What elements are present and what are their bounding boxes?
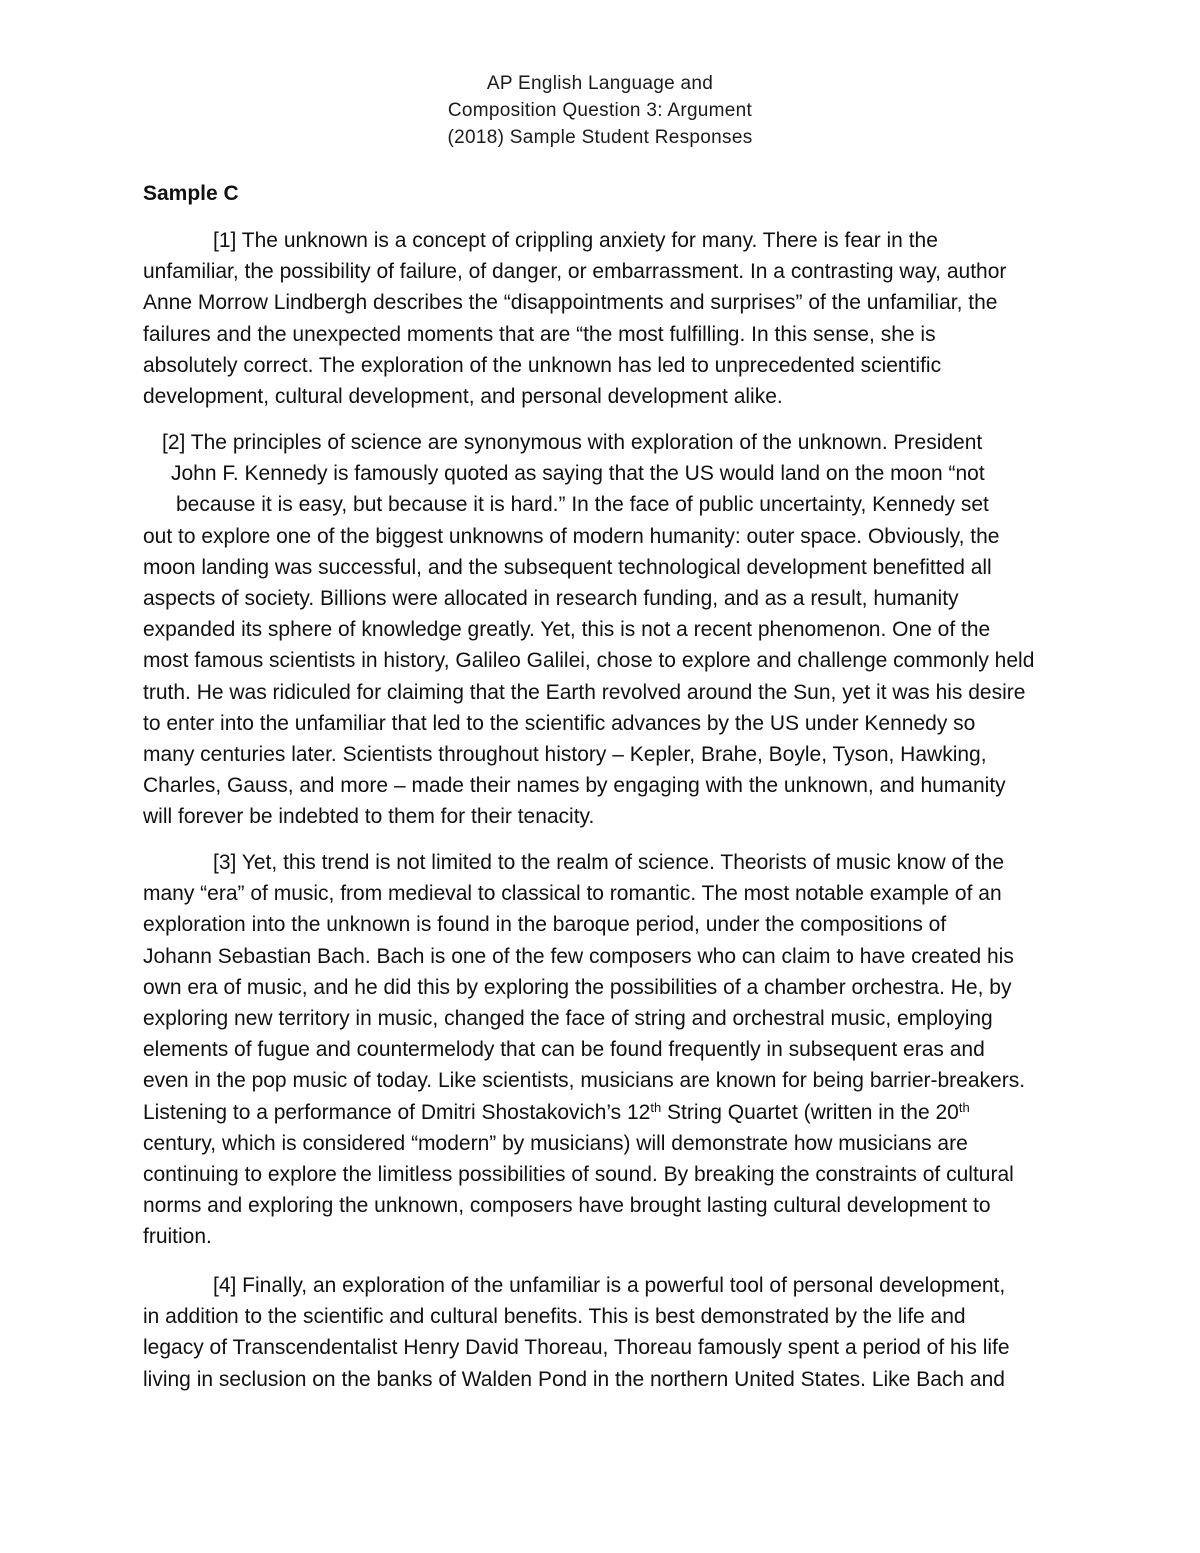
paragraph-line: continuing to explore the limitless possibilities of sound. By breaking the constraints of cultural <box>143 1163 1014 1187</box>
paragraph-line: unfamiliar, the possibility of failure, of danger, or embarrassment. In a contrasting way, author <box>143 260 1007 284</box>
ordinal-superscript: th <box>650 1099 662 1115</box>
paragraph-line: [4] Finally, an exploration of the unfamiliar is a powerful tool of personal development, <box>213 1274 1006 1297</box>
paragraph-line: living in seclusion on the banks of Walden Pond in the northern United States. Like Bach and <box>143 1367 1005 1391</box>
sample-title: Sample C <box>143 182 239 205</box>
paragraph-line: because it is easy, but because it is hard.” In the face of public uncertainty, Kennedy set <box>176 493 989 517</box>
paragraph-line: many centuries later. Scientists throughout history – Kepler, Brahe, Boyle, Tyson, Hawking, <box>143 743 987 767</box>
paragraph-1 <box>143 225 1068 412</box>
paragraph-line: John F. Kennedy is famously quoted as saying that the US would land on the moon “not <box>171 462 985 486</box>
paragraph-line: aspects of society. Billions were allocated in research funding, and as a result, humanity <box>143 587 959 611</box>
paragraph-4 <box>143 1270 1068 1395</box>
paragraph-line: many “era” of music, from medieval to classical to romantic. The most notable example of an <box>143 882 1002 906</box>
paragraph-line: exploration into the unknown is found in the baroque period, under the compositions of <box>143 913 947 937</box>
paragraph-line: exploring new territory in music, changed the face of string and orchestral music, employing <box>143 1007 993 1031</box>
paragraph-line: [3] Yet, this trend is not limited to the realm of science. Theorists of music know of the <box>213 851 1004 874</box>
paragraph-line: norms and exploring the unknown, composers have brought lasting cultural development to <box>143 1194 991 1218</box>
paragraph-line: will forever be indebted to them for their tenacity. <box>143 805 595 829</box>
paragraph-line: out to explore one of the biggest unknowns of modern humanity: outer space. Obviously, the <box>143 524 1000 548</box>
paragraph-line: own era of music, and he did this by exploring the possibilities of a chamber orchestra. He, by <box>143 975 1012 999</box>
paragraph-line: truth. He was ridiculed for claiming that the Earth revolved around the Sun, yet it was his desire <box>143 680 1026 704</box>
paragraph-line: Anne Morrow Lindbergh describes the “disappointments and surprises” of the unfamiliar, the <box>143 291 998 315</box>
ordinal-superscript: th <box>958 1099 970 1115</box>
paragraph-line: development, cultural development, and personal development alike. <box>143 385 783 409</box>
paragraph-line: fruition. <box>143 1225 212 1249</box>
paragraph-line: absolutely correct. The exploration of the unknown has led to unprecedented scientific <box>143 353 942 377</box>
paragraph-line: even in the pop music of today. Like scientists, musicians are known for being barrier-breakers. <box>143 1069 1026 1093</box>
paragraph-line: [2] The principles of science are synonymous with exploration of the unknown. President <box>162 431 983 454</box>
paragraph-line: Johann Sebastian Bach. Bach is one of the few composers who can claim to have created his <box>143 944 1014 968</box>
paragraph-line: [1] The unknown is a concept of crippling anxiety for many. There is fear in the <box>213 229 938 252</box>
paragraph-line: Charles, Gauss, and more – made their names by engaging with the unknown, and humanity <box>143 774 1006 798</box>
line-text-segment: String Quartet (written in the 20 <box>661 1100 959 1124</box>
paragraph-line: failures and the unexpected moments that are “the most fulfilling. In this sense, she is <box>143 322 936 346</box>
paragraph-3 <box>143 847 1068 1253</box>
paragraph-line: century, which is considered “modern” by musicians) will demonstrate how musicians are <box>143 1131 968 1155</box>
paragraph-line: legacy of Transcendentalist Henry David Thoreau, Thoreau famously spent a period of his life <box>143 1336 1010 1360</box>
header-line-2: Composition Question 3: Argument <box>447 100 753 121</box>
header-line-1: AP English Language and <box>486 73 714 94</box>
paragraph-line: expanded its sphere of knowledge greatly. Yet, this is not a recent phenomenon. One of the <box>143 618 991 642</box>
document-header <box>0 70 1200 151</box>
paragraph-line: in addition to the scientific and cultural benefits. This is best demonstrated by the life and <box>143 1305 966 1329</box>
paragraph-line: elements of fugue and countermelody that can be found frequently in subsequent eras and <box>143 1038 985 1062</box>
header-line-3: (2018) Sample Student Responses <box>447 127 753 148</box>
paragraph-line: moon landing was successful, and the subsequent technological development benefitted all <box>143 555 992 579</box>
paragraph-2 <box>143 427 1068 833</box>
paragraph-line-with-superscripts <box>143 1097 1068 1128</box>
paragraph-line: to enter into the unfamiliar that led to the scientific advances by the US under Kennedy so <box>143 711 976 735</box>
line-text-segment: Listening to a performance of Dmitri Shostakovich’s 12 <box>143 1100 651 1124</box>
paragraph-line: most famous scientists in history, Galileo Galilei, chose to explore and challenge commonly held <box>143 649 1035 673</box>
